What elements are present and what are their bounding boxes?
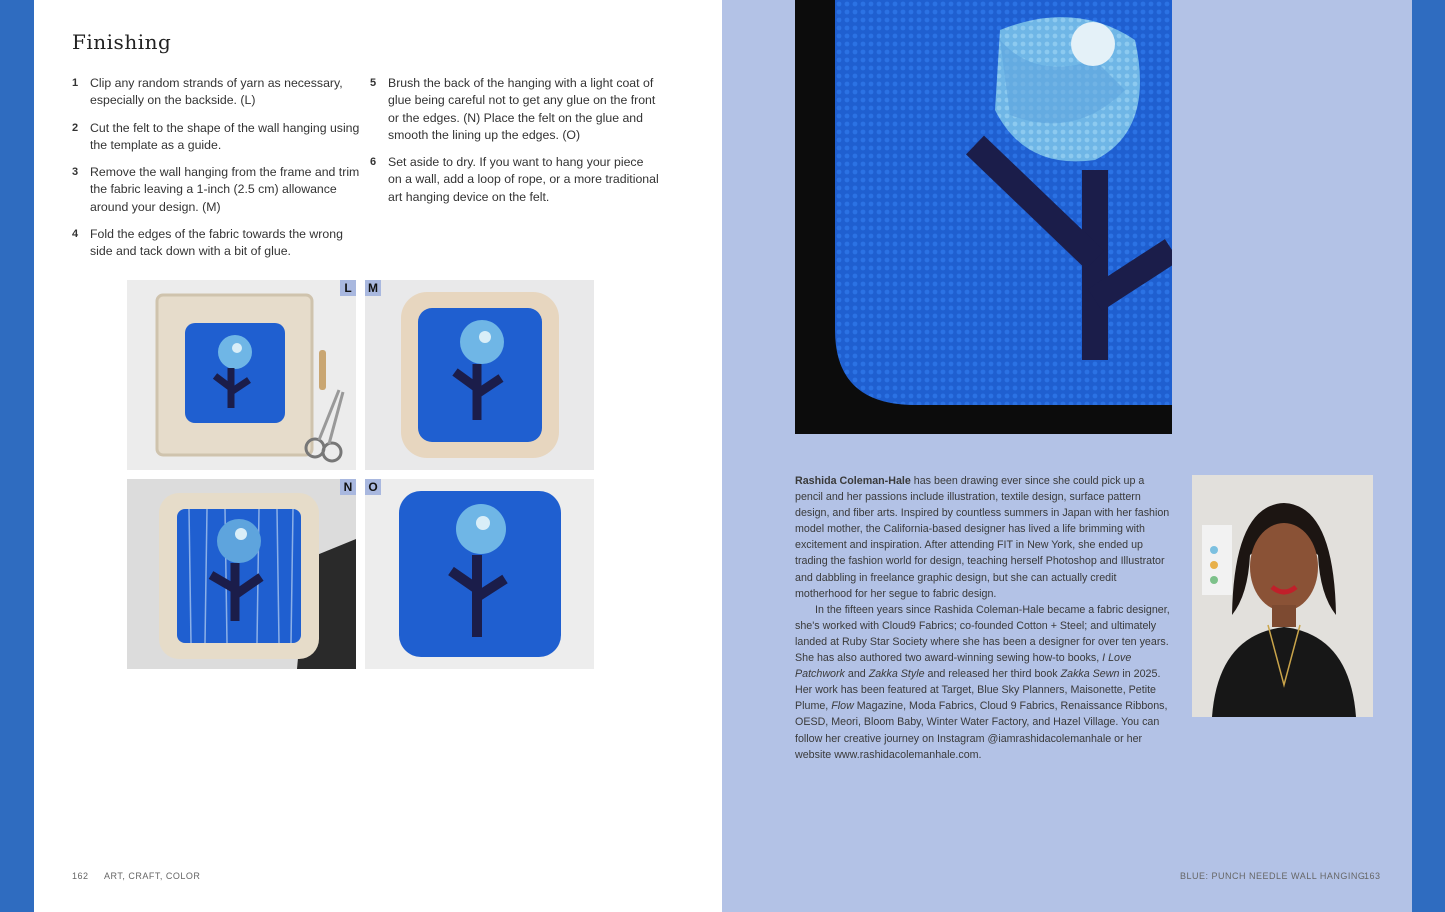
book-title: Zakka Style — [868, 668, 925, 681]
step-number: 3 — [72, 166, 79, 179]
bio-text: and — [844, 668, 869, 681]
step-item — [72, 120, 362, 155]
running-head-right: BLUE: PUNCH NEEDLE WALL HANGING — [1180, 871, 1366, 881]
magazine-title: Flow — [831, 700, 854, 713]
steps-column-2 — [370, 75, 660, 216]
step-number: 1 — [72, 77, 79, 89]
rug-closeup-illustration — [795, 0, 1172, 434]
step-text: Brush the back of the hanging with a light coat of glue being careful not to get any glue on the front or the edges. (N) Place the felt on the glue and smooth the lining up the edges. (O) — [388, 76, 656, 142]
photo-l-frame-trim — [127, 280, 356, 470]
photo-m-trimmed — [365, 280, 594, 470]
step-text: Set aside to dry. If you want to hang your piece on a wall, add a loop of rope, or a more traditional art hanging device on the felt. — [388, 155, 659, 204]
step-item — [72, 226, 362, 261]
step-text: Cut the felt to the shape of the wall hanging using the template as a guide. — [90, 120, 360, 152]
right-page — [722, 0, 1412, 912]
bio-text: In the fifteen years since Rashida Coleman-Hale became a fabric designer, she's worked with Cloud9 Fabrics; co-founded Cotton + Steel; and ultimately landed at Ruby Star Society where she has been a designer for over ten years. She has also authored two award-winning sewing how-to books, — [795, 603, 1170, 665]
bio-text: and released her third book — [924, 668, 1061, 681]
book-title: I Love Patchwork — [795, 652, 1132, 681]
section-title: Finishing — [72, 30, 172, 54]
book-title: Zakka Sewn — [1060, 668, 1120, 681]
step-text: Clip any random strands of yarn as necessary, especially on the backside. (L) — [90, 76, 343, 108]
author-bio — [795, 473, 1173, 763]
bio-text: in 2025. Her work has been featured at Target, Blue Sky Planners, Maisonette, Petite Plume, — [795, 668, 1161, 713]
step-number: 5 — [370, 77, 377, 89]
step-number: 6 — [370, 156, 377, 169]
step-text: Fold the edges of the fabric towards the wrong side and tack down with a bit of glue. — [90, 227, 343, 259]
photo-label-o: O — [365, 479, 381, 495]
photo-o-finished — [365, 479, 594, 669]
photo-label-n: N — [340, 479, 356, 495]
photo-label-l: L — [340, 280, 356, 296]
frame-photo-illustration — [127, 280, 356, 470]
step-text: Remove the wall hanging from the frame and trim the fabric leaving a 1-inch (2.5 cm) allowance around your design. (M) — [90, 165, 360, 214]
step-item — [72, 164, 362, 216]
photo-n-glued — [127, 479, 356, 669]
trimmed-photo-illustration — [365, 280, 594, 470]
step-item — [370, 75, 660, 144]
page-number-left: 162 — [72, 871, 89, 881]
step-number: 2 — [72, 121, 79, 134]
step-item — [72, 75, 362, 110]
glued-photo-illustration — [127, 479, 356, 669]
author-portrait — [1192, 475, 1373, 717]
portrait-illustration — [1192, 475, 1373, 717]
steps-column-1 — [72, 75, 362, 271]
bio-paragraph-1 — [795, 473, 1173, 602]
photo-label-m: M — [365, 280, 381, 296]
bio-text: has been drawing ever since she could pick up a pencil and her passions include illustration, textile design, surface pattern design, and fiber arts. Inspired by countless summers in Japan with her fashion model mother, the California-based designer has lived a life brimming with excitement and inspiration. After attending FIT in New York, she ended up trading the fashion world for design, teaching herself Photoshop and Illustrator and dabbling in freelance graphic design, but she can actually credit motherhood for her segue to fabric design. — [795, 475, 1170, 600]
finished-photo-illustration — [365, 479, 594, 669]
left-page — [34, 0, 722, 912]
step-number: 4 — [72, 228, 79, 241]
step-item — [370, 154, 660, 206]
running-head-left: ART, CRAFT, COLOR — [104, 871, 201, 881]
bio-name: Rashida Coleman-Hale — [795, 475, 911, 487]
bio-text: Magazine, Moda Fabrics, Cloud 9 Fabrics, Renaissance Ribbons, OESD, Meori, Bloom Baby, Winter Water Factory, and Hazel Village. You can follow her creative journey on Instagram @iamrashidacolemanhale or her website www.rashidacolemanhale.com. — [795, 700, 1168, 761]
page-number-right: 163 — [1364, 871, 1381, 881]
bio-paragraph-2 — [795, 602, 1173, 763]
closeup-photo — [795, 0, 1172, 434]
